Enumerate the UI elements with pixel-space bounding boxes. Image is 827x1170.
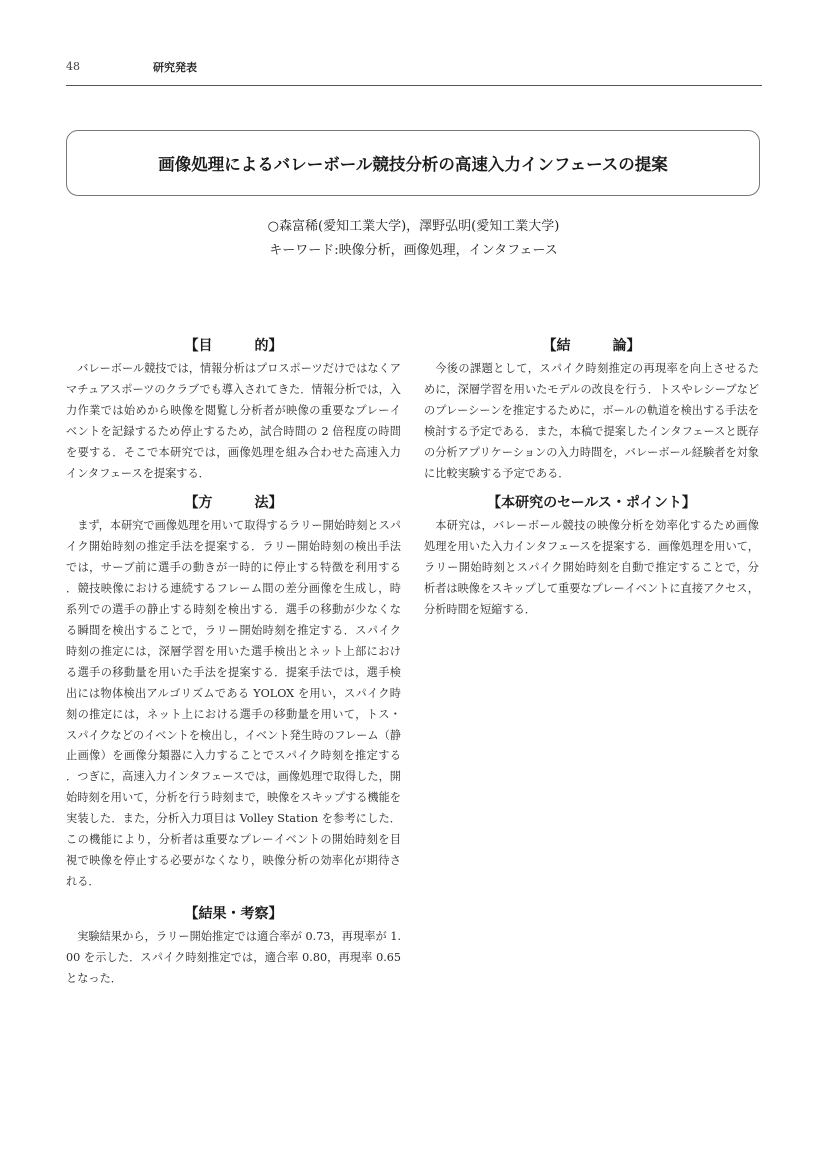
authors: ○森富稀(愛知工業大学)，澤野弘明(愛知工業大学) — [267, 219, 560, 234]
section-heading-selling-point: 【本研究のセールス・ポイント】 — [487, 495, 696, 512]
section-results — [66, 901, 401, 990]
paper-title: 画像処理によるバレーボール競技分析の高速入力インフェースの提案 — [158, 155, 668, 174]
section-purpose — [66, 333, 401, 484]
header-rule — [66, 85, 762, 86]
section-text-selling-point: 本研究は，バレーボール競技の映像分析を効率化するため画像処理を用いた入力インタフェースを提案する．画像処理を用いて，ラリー開始時刻とスパイク開始時刻を自動で推定することで，分析者は映像をスキップして重要なプレーイベントに直接アクセス，分析時間を短縮する． — [424, 519, 759, 617]
section-heading-results: 【結果・考察】 — [184, 905, 283, 922]
section-selling-point — [424, 490, 759, 621]
title-box — [66, 130, 760, 196]
section-label: 研究発表 — [153, 61, 197, 74]
section-heading-method: 【方 法】 — [184, 495, 283, 512]
section-text-results: 実験結果から，ラリー開始推定では適合率が 0.73，再現率が 1.00 を示した．スパイク時刻推定では，適合率 0.80，再現率 0.65 となった． — [66, 929, 401, 985]
keywords: キーワード:映像分析，画像処理，インタフェース — [269, 243, 558, 258]
section-text-purpose: バレーボール競技では，情報分析はプロスポーツだけではなくアマチュアスポーツのクラブでも導入されてきた．情報分析では，入力作業では始めから映像を閲覧し分析者が映像の重要なプレーイベントを記録するため停止するため，試合時間の 2 倍程度の時間を要する．そこで本研究では，画像処理を組み合わせた高速入力インタフェースを提案する． — [66, 362, 401, 480]
page-number: 48 — [66, 60, 80, 73]
section-conclusion — [424, 333, 759, 484]
right-column — [424, 333, 759, 621]
section-heading-purpose: 【目 的】 — [184, 338, 283, 354]
left-column — [66, 333, 401, 989]
section-text-method: まず，本研究で画像処理を用いて取得するラリー開始時刻とスパイク開始時刻の推定手法を提案する．ラリー開始時刻の検出手法では，サーブ前に選手の動きが一時的に停止する特徴を利用する．競技映像における連続するフレーム間の差分画像を生成し，時系列での選手の静止する時刻を検出する．選手の移動が少なくなる瞬間を検出することで，ラリー開始時刻を推定する．スパイク時刻の推定には，深層学習を用いた選手検出とネット上部における選手の移動量を用いた手法を提案する．提案手法では，選手検出には物体検出アルゴリズムである YOLOX を用い，スパイク時刻の推定には，ネット上における選手の移動量を用いて，トス・スパイクなどのイベントを検出し，イベント発生時のフレーム（静止画像）を画像分類器に入力することでスパイク時刻を推定する．つぎに，高速入力インタフェースでは，画像処理で取得した，開始時刻を用いて，分析を行う時刻まで，映像をスキップする機能を実装した．また，分析入力項目は Volley Station を参考にした．この機能により，分析者は重要なプレーイベントの開始時刻を目視で映像を停止する必要がなくなり，映像分析の効率化が期待される． — [66, 519, 401, 888]
section-text-conclusion: 今後の課題として，スパイク時刻推定の再現率を向上させるために，深層学習を用いたモデルの改良を行う．トスやレシーブなどのプレーシーンを推定するために，ボールの軌道を検出する手法を検討する予定である．また，本稿で提案したインタフェースと既存の分析アプリケーションの入力時間を，バレーボール経験者を対象に比較実験する予定である． — [424, 362, 759, 480]
section-heading-conclusion: 【結 論】 — [542, 338, 641, 354]
section-method — [66, 490, 401, 892]
